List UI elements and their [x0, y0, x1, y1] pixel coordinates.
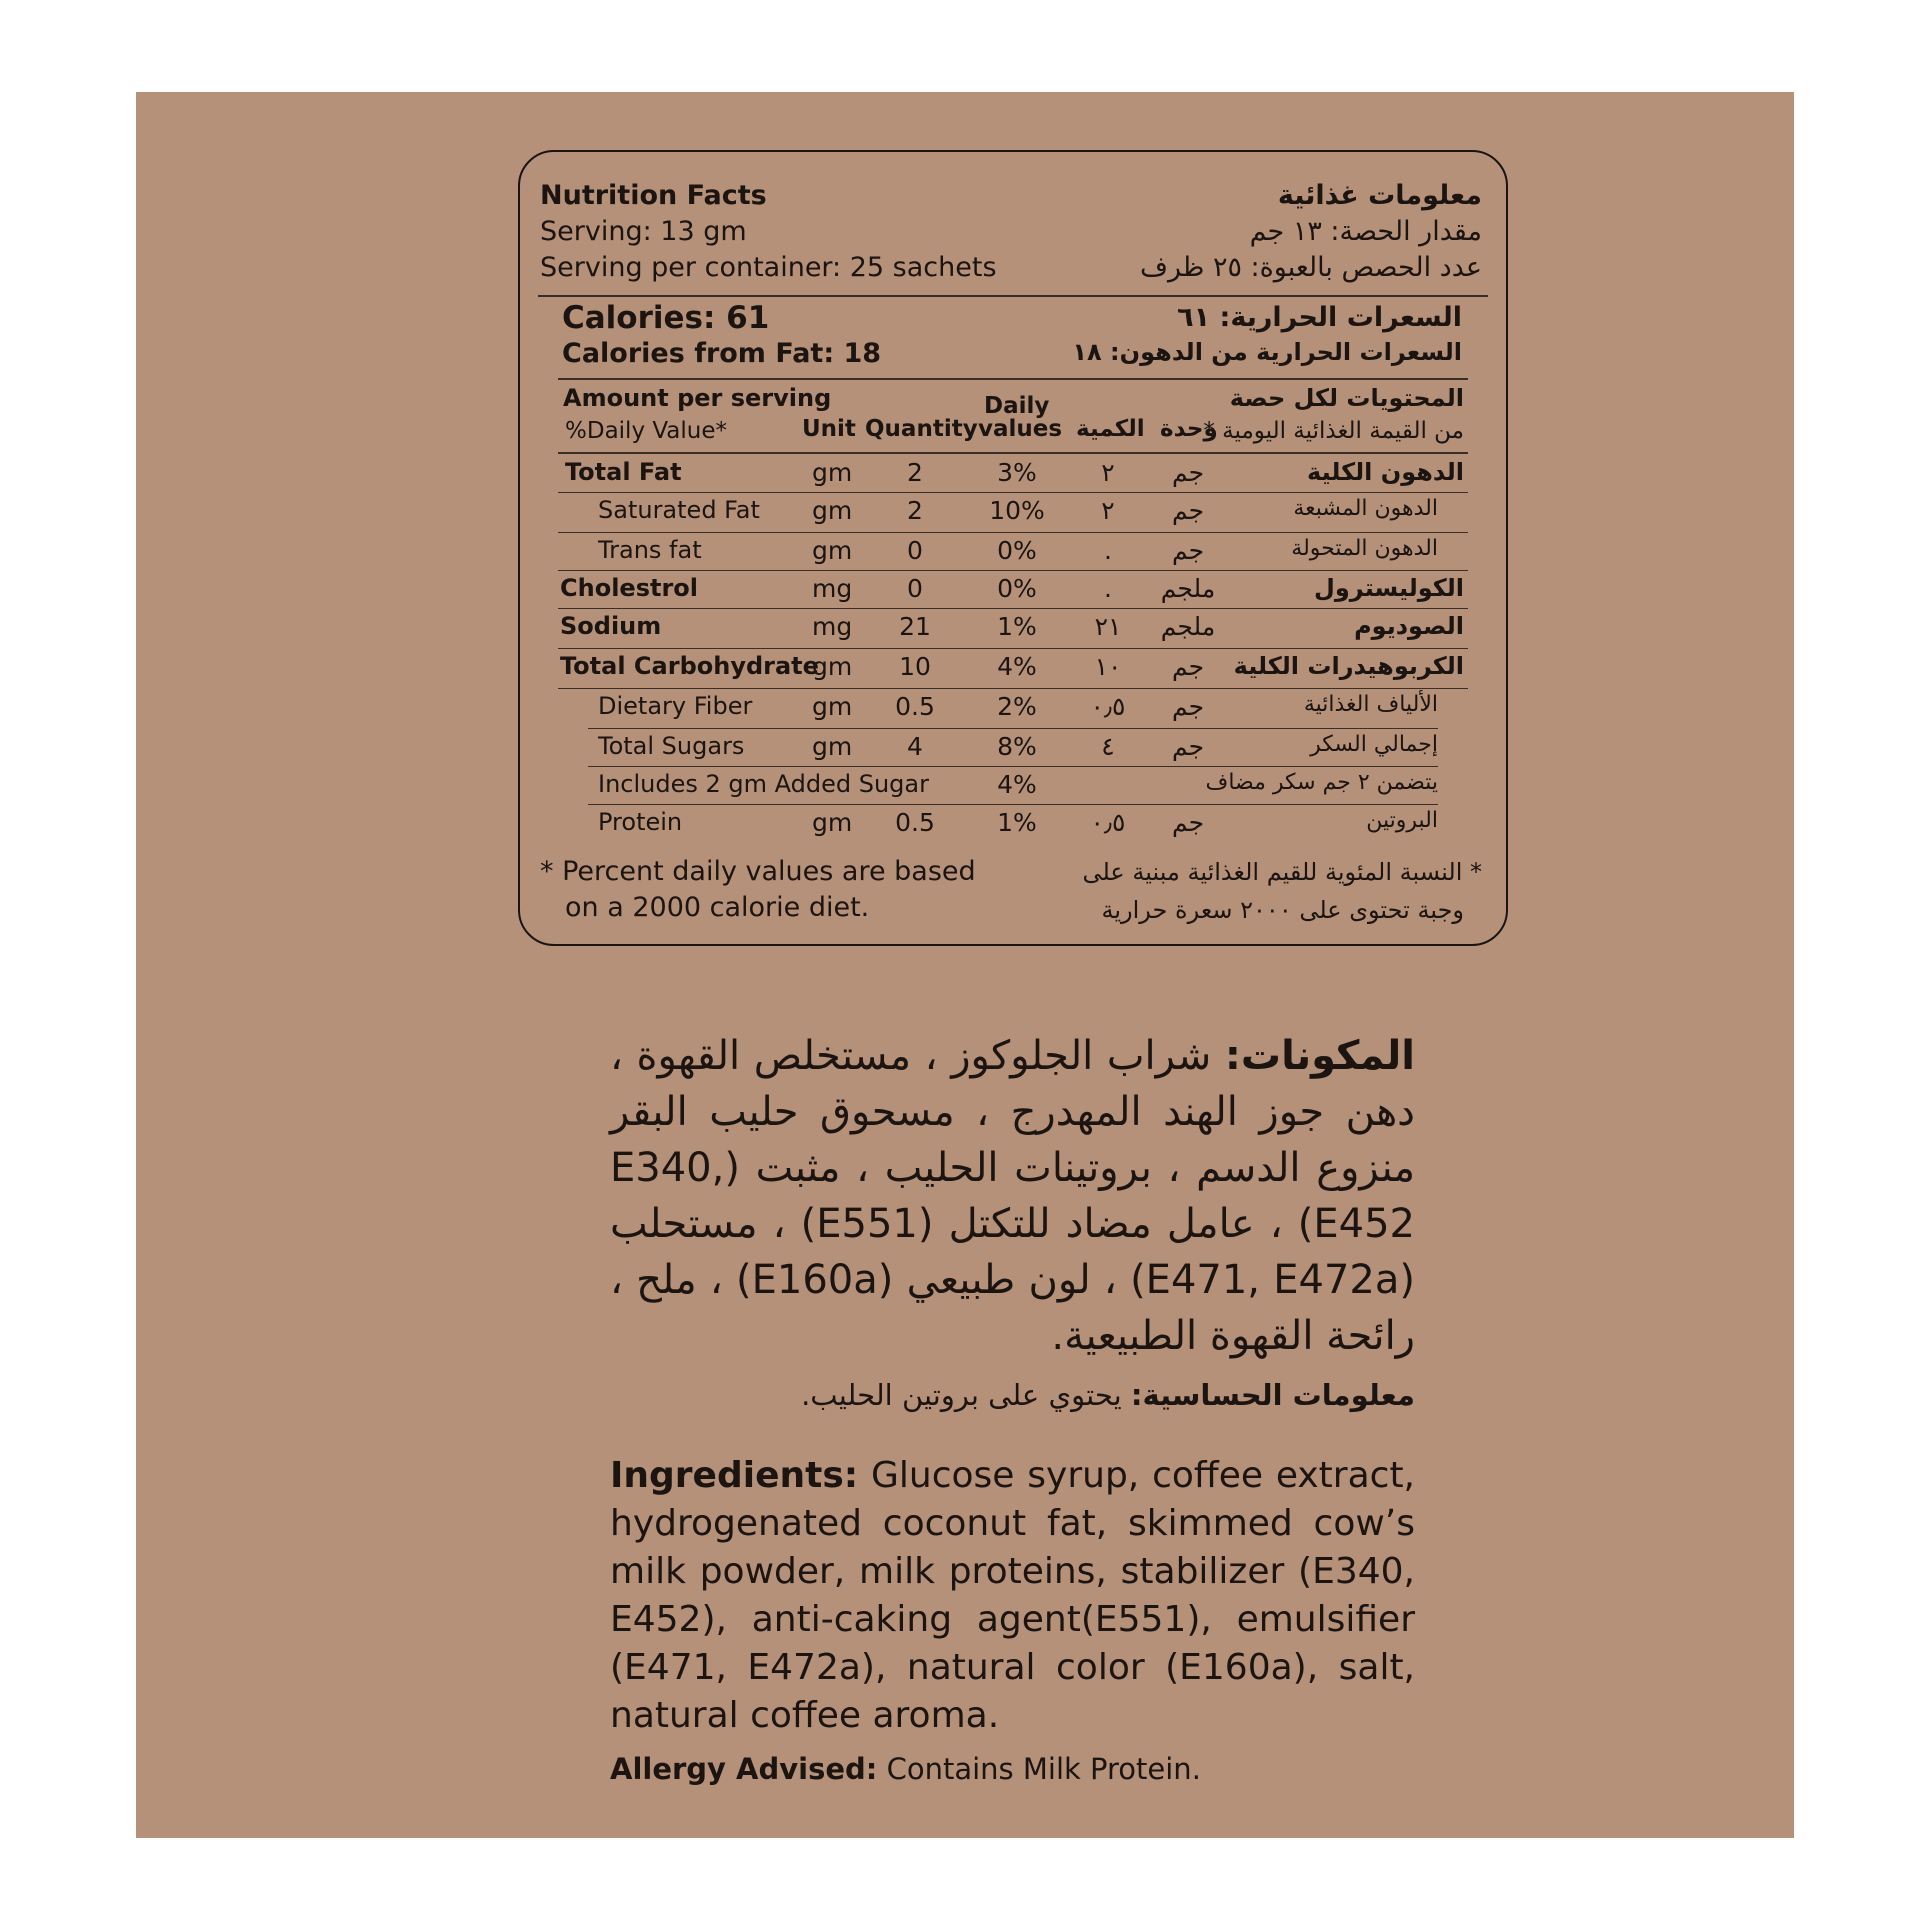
nutrient-quantity: 2 [907, 458, 923, 487]
nutrient-quantity-ar: ٤ [1101, 732, 1115, 761]
nutrient-quantity: 2 [907, 496, 923, 525]
nutrient-quantity-ar: ٢ [1101, 458, 1115, 487]
nutrient-unit-ar: جم [1171, 808, 1205, 837]
daily-value-ar: من القيمة الغذائية اليومية * [1203, 418, 1464, 444]
row-divider [558, 608, 1468, 609]
nutrition-title-ar: معلومات غذائية [1277, 180, 1482, 211]
nutrient-daily-value: 0% [997, 536, 1037, 565]
nutrient-name-en: Cholestrol [560, 574, 698, 602]
nutrient-unit-ar: جم [1171, 732, 1205, 761]
footnote-en-line1: * Percent daily values are based [540, 856, 976, 887]
ingredients-ar [610, 1028, 1415, 1364]
servings-per-container-en: Serving per container: 25 sachets [540, 252, 997, 283]
daily-header-line2: values [978, 416, 1063, 442]
servings-per-container-ar: عدد الحصص بالعبوة: ٢٥ ظرف [1139, 252, 1482, 283]
nutrient-daily-value: 8% [997, 732, 1037, 761]
daily-value-en: %Daily Value* [565, 418, 728, 444]
nutrient-daily-value: 0% [997, 574, 1037, 603]
nutrient-daily-value: 2% [997, 692, 1037, 721]
nutrient-quantity-ar: . [1104, 574, 1112, 603]
ingredients-ar-text: شراب الجلوكوز ، مستخلص القهوة ، دهن جوز الهند المهدرج ، مسحوق حليب البقر منزوع الدسم ، بروتينات الحليب ، مثبت (E340, E452) ، عامل مضاد للتكتل (E551) ، مستحلب (E471, E472a) ، لون طبيعي (E160a) ، ملح ، رائحة القهوة الطبيعية. [610, 1033, 1415, 1359]
allergy-ar [801, 1378, 1415, 1412]
ingredients-en-text: Glucose syrup, coffee extract, hydrogenated coconut fat, skimmed cow’s milk powder, milk proteins, stabilizer (E340, E452), anti-caking agent(E551), emulsifier (E471, E472a), natural color (E160a), salt, natural coffee aroma. [610, 1455, 1415, 1736]
row-divider [558, 688, 1468, 689]
footnote-ar-line2: وجبة تحتوى على ٢٠٠٠ سعرة حرارية [1101, 896, 1464, 924]
nutrient-quantity: 21 [899, 612, 931, 641]
nutrient-name-en: Total Fat [565, 458, 682, 486]
allergy-ar-text: يحتوي على بروتين الحليب. [801, 1378, 1131, 1412]
nutrient-daily-value: 1% [997, 612, 1037, 641]
nutrient-name-en: Trans fat [598, 536, 702, 564]
calories-ar: السعرات الحرارية: ٦١ [1177, 302, 1462, 333]
nutrient-quantity: 0.5 [895, 692, 935, 721]
serving-size-en: Serving: 13 gm [540, 216, 747, 247]
divider [538, 295, 1488, 297]
nutrient-quantity: 0 [907, 574, 923, 603]
nutrient-name-ar: الدهون المشبعة [1293, 496, 1438, 521]
amount-per-serving-ar: المحتويات لكل حصة [1229, 384, 1464, 412]
nutrient-name-ar: يتضمن ٢ جم سكر مضاف [1205, 770, 1438, 795]
nutrient-daily-value: 1% [997, 808, 1037, 837]
row-divider [558, 570, 1468, 571]
allergy-en [610, 1752, 1201, 1786]
nutrient-unit: gm [812, 692, 853, 721]
nutrient-name-en: Total Carbohydrate [560, 652, 819, 680]
nutrient-quantity-ar: . [1104, 536, 1112, 565]
nutrient-quantity-ar: ٢ [1101, 496, 1115, 525]
nutrient-quantity-ar: ١٠ [1094, 652, 1122, 681]
nutrient-name-en: Total Sugars [598, 732, 745, 760]
row-divider [558, 532, 1468, 533]
ingredients-ar-label: المكونات: [1224, 1033, 1415, 1079]
nutrient-daily-value: 3% [997, 458, 1037, 487]
nutrient-quantity: 0 [907, 536, 923, 565]
divider [558, 378, 1468, 380]
nutrient-unit: gm [812, 458, 853, 487]
unit-header-ar: وحدة [1160, 416, 1218, 442]
nutrient-quantity: 0.5 [895, 808, 935, 837]
nutrient-name-ar: الصوديوم [1354, 612, 1464, 640]
calories-from-fat-ar: السعرات الحرارية من الدهون: ١٨ [1072, 338, 1462, 366]
row-divider [558, 648, 1468, 649]
nutrient-unit: gm [812, 496, 853, 525]
footnote-en-line2: on a 2000 calorie diet. [565, 892, 870, 923]
nutrient-unit: gm [812, 652, 853, 681]
quantity-header-ar: الكمية [1076, 416, 1145, 442]
nutrient-unit-ar: جم [1171, 536, 1205, 565]
nutrient-unit: mg [812, 612, 853, 641]
nutrient-unit-ar: ملجم [1160, 612, 1216, 641]
daily-header-line1: Daily [984, 393, 1050, 419]
nutrient-daily-value: 10% [989, 496, 1045, 525]
row-divider [588, 804, 1438, 805]
nutrient-unit: gm [812, 732, 853, 761]
nutrient-name-ar: إجمالي السكر [1310, 732, 1438, 757]
nutrient-daily-value: 4% [997, 652, 1037, 681]
row-divider [588, 766, 1438, 767]
nutrient-quantity-ar: ٢١ [1094, 612, 1122, 641]
nutrient-quantity-ar: ٠٫٥ [1090, 808, 1126, 837]
ingredients-en-label: Ingredients: [610, 1455, 859, 1496]
nutrient-name-ar: الدهون الكلية [1307, 458, 1464, 486]
nutrient-unit-ar: جم [1171, 458, 1205, 487]
nutrient-daily-value: 4% [997, 770, 1037, 799]
amount-per-serving-en: Amount per serving [563, 384, 832, 412]
nutrient-name-en: Sodium [560, 612, 662, 640]
calories-from-fat-en: Calories from Fat: 18 [562, 338, 882, 369]
nutrient-name-en: Dietary Fiber [598, 692, 753, 720]
row-divider [558, 492, 1468, 493]
allergy-ar-label: معلومات الحساسية: [1130, 1378, 1415, 1412]
nutrient-name-en: Saturated Fat [598, 496, 760, 524]
quantity-header: Quantity [865, 416, 978, 442]
divider [558, 452, 1468, 454]
row-divider [588, 728, 1438, 729]
nutrient-name-ar: الكوليسترول [1314, 574, 1464, 602]
nutrient-name-ar: البروتين [1366, 808, 1438, 833]
nutrient-name-en: Protein [598, 808, 683, 836]
allergy-en-label: Allergy Advised: [610, 1752, 878, 1786]
serving-size-ar: مقدار الحصة: ١٣ جم [1249, 216, 1482, 247]
nutrient-unit: gm [812, 808, 853, 837]
footnote-ar-line1: * النسبة المئوية للقيم الغذائية مبنية على [1082, 858, 1482, 886]
nutrient-name-ar: الكربوهيدرات الكلية [1233, 652, 1464, 680]
allergy-en-text: Contains Milk Protein. [877, 1752, 1201, 1786]
ingredients-en [610, 1452, 1415, 1740]
nutrient-name-en: Includes 2 gm Added Sugar [598, 770, 929, 798]
nutrient-unit-ar: جم [1171, 496, 1205, 525]
unit-header: Unit [802, 416, 856, 442]
nutrient-unit-ar: جم [1171, 652, 1205, 681]
nutrient-quantity: 10 [899, 652, 931, 681]
nutrient-quantity-ar: ٠٫٥ [1090, 692, 1126, 721]
nutrient-name-ar: الدهون المتحولة [1291, 536, 1438, 561]
calories-en: Calories: 61 [562, 300, 770, 336]
nutrient-name-ar: الألياف الغذائية [1303, 692, 1438, 717]
nutrient-unit: mg [812, 574, 853, 603]
nutrition-title-en: Nutrition Facts [540, 180, 767, 211]
nutrient-unit: gm [812, 536, 853, 565]
nutrient-unit-ar: جم [1171, 692, 1205, 721]
nutrient-quantity: 4 [907, 732, 923, 761]
nutrient-unit-ar: ملجم [1160, 574, 1216, 603]
